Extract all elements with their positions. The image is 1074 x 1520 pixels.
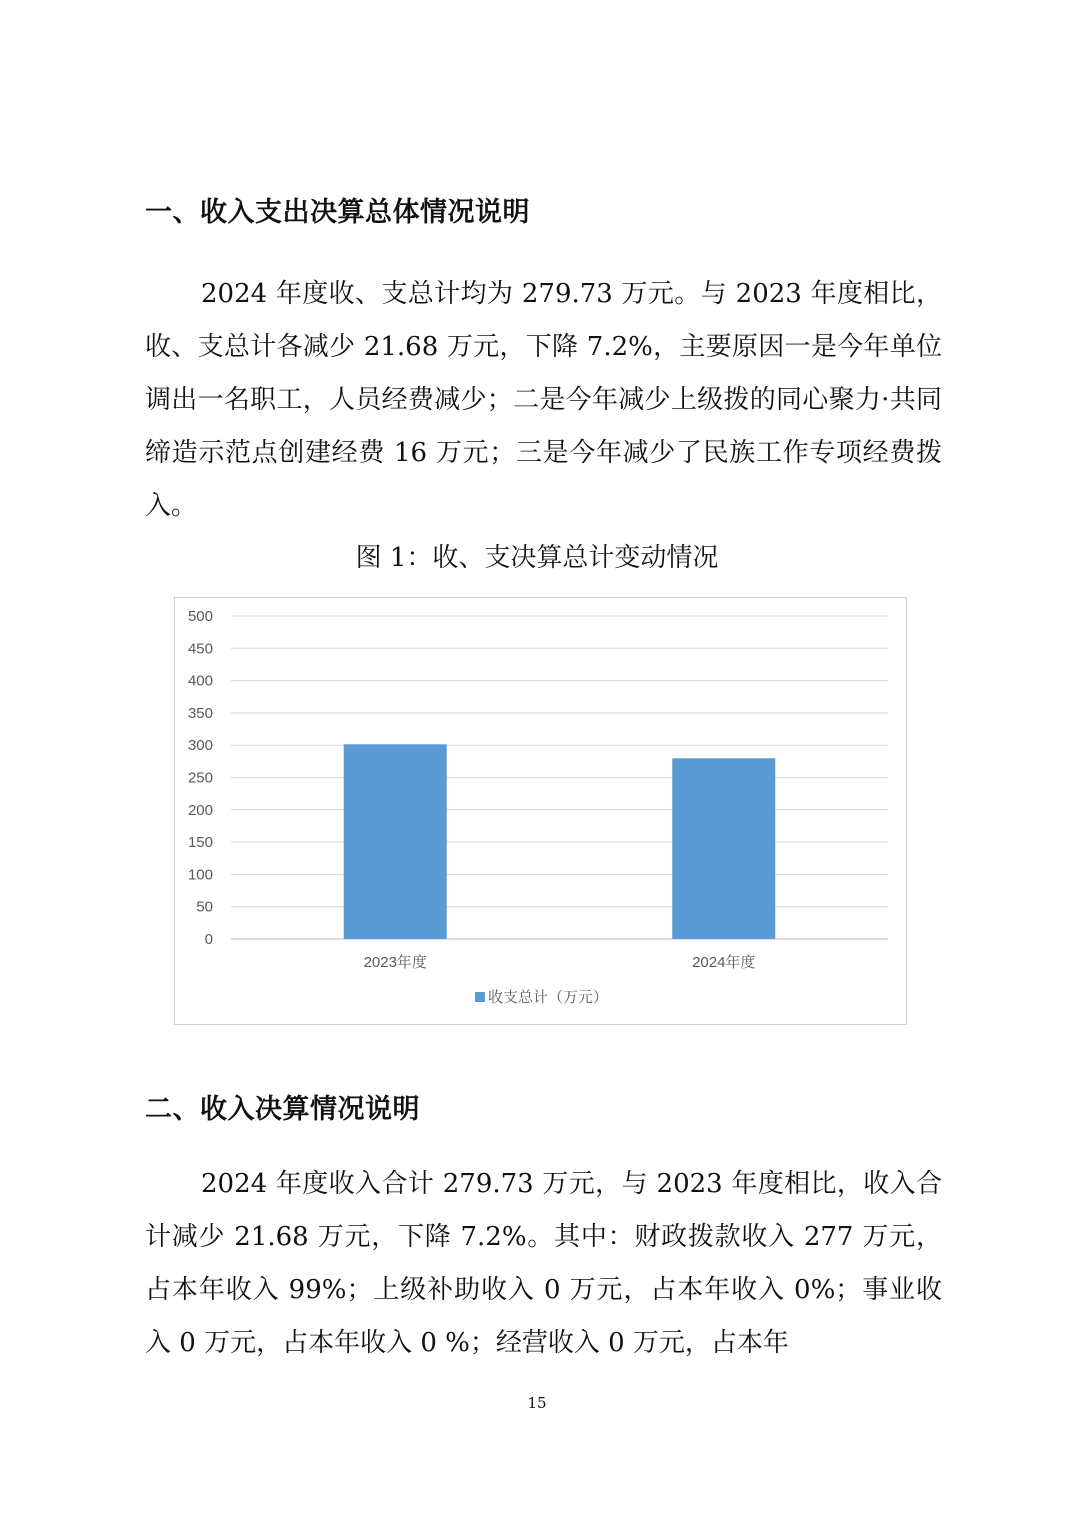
y-tick-label: 0 — [204, 931, 213, 948]
y-tick-label: 300 — [187, 737, 213, 755]
y-tick-label: 50 — [196, 898, 213, 916]
y-tick-label: 200 — [187, 801, 213, 819]
y-tick-label: 350 — [187, 704, 213, 722]
y-tick-label: 100 — [187, 866, 213, 884]
y-tick-label: 400 — [187, 672, 213, 690]
bar — [344, 744, 447, 939]
y-tick-label: 150 — [187, 834, 213, 852]
y-tick-label: 450 — [187, 640, 213, 658]
y-tick-label: 250 — [187, 769, 213, 787]
section1-paragraph: 2024 年度收、支总计均为 279.73 万元。与 2023 年度相比，收、支总计各减少 21.68 万元，下降 7.2%，主要原因一是今年单位调出一名职工，人员经费减少；二是今年减少上级拨的同心聚力·共同缔造示范点创建经费 16 万元；三是今年减少了民族工作专项经费拨入。 — [145, 279, 942, 521]
legend-label: 收支总计（万元） — [488, 989, 609, 1006]
x-tick-label: 2023年度 — [363, 954, 427, 971]
section2-paragraph: 2024 年度收入合计 279.73 万元，与 2023 年度相比，收入合计减少 21.68 万元，下降 7.2%。其中：财政拨款收入 277 万元，占本年收入 99%；上级补助收入 0 万元，占本年收入 0%；事业收入 0 万元，占本年收入 0 %；经营收入 0 万元，占本年 — [145, 1169, 942, 1358]
chart-canvas — [175, 598, 908, 1026]
bar-chart — [174, 597, 907, 1025]
bar — [672, 758, 775, 939]
legend-swatch — [475, 992, 485, 1002]
section1-heading: 一、收入支出决算总体情况说明 — [145, 197, 530, 228]
section2-heading: 二、收入决算情况说明 — [145, 1094, 420, 1125]
x-tick-label: 2024年度 — [692, 954, 756, 971]
figure-caption: 图 1：收、支决算总计变动情况 — [355, 543, 719, 573]
page-number: 15 — [527, 1394, 547, 1412]
y-tick-label: 500 — [187, 608, 213, 625]
